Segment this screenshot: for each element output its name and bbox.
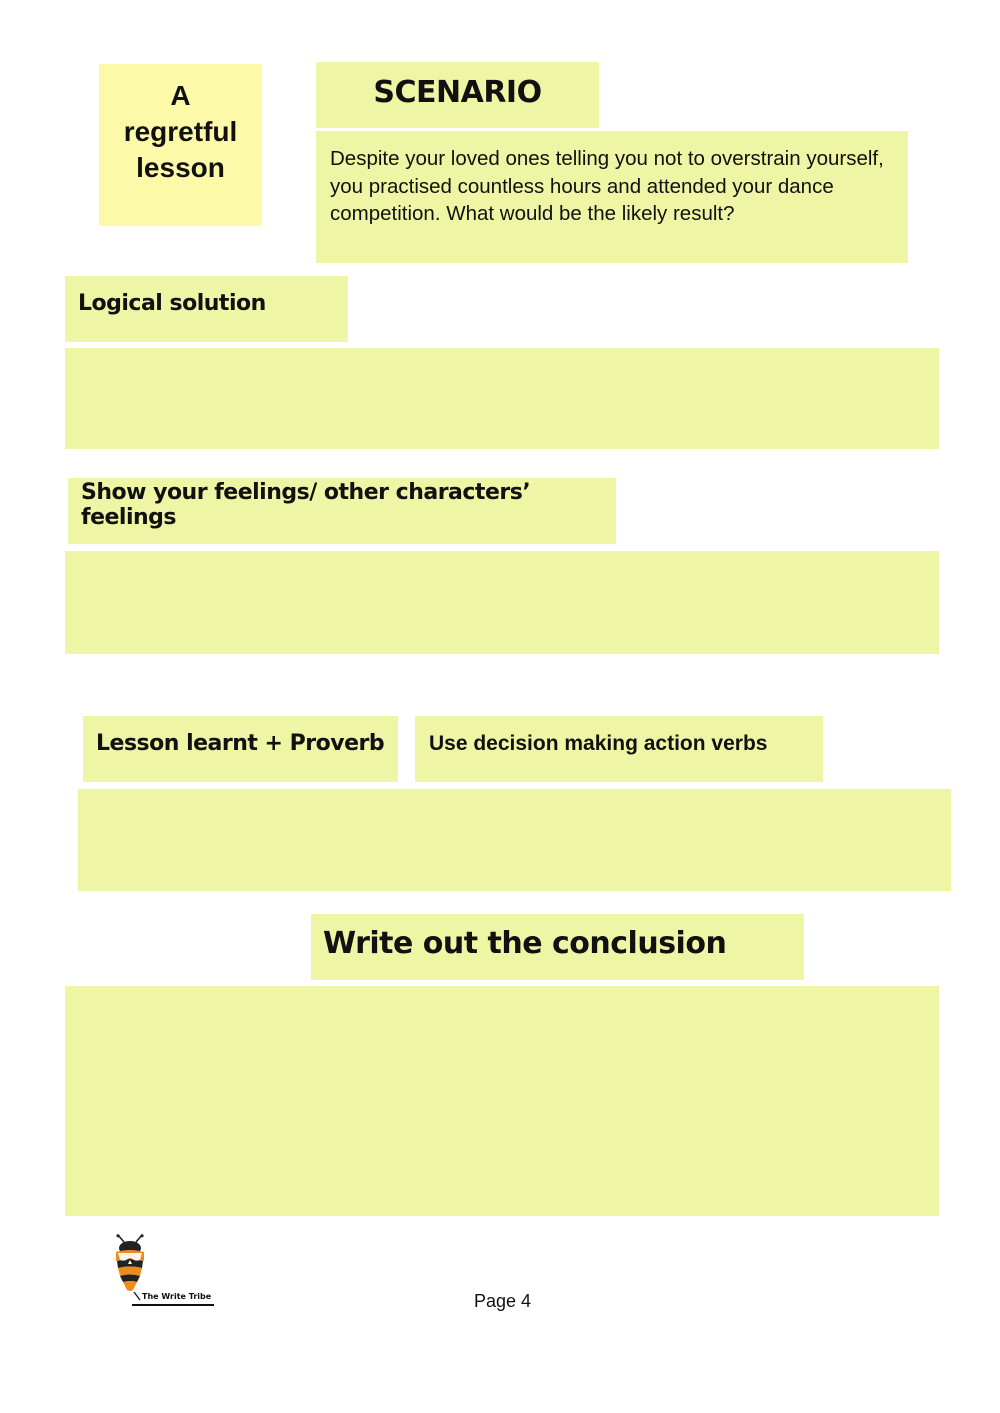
logical-solution-label: Logical solution — [65, 276, 348, 342]
title-line: lesson — [136, 152, 225, 183]
conclusion-label: Write out the conclusion — [311, 914, 804, 980]
logo-underline — [132, 1304, 214, 1306]
worksheet-title — [124, 78, 238, 186]
scenario-heading: SCENARIO — [316, 62, 599, 128]
scenario-text: Despite your loved ones telling you not to overstrain yourself, you practised countless hours and attended your dance competition. What would be the likely result? — [316, 131, 908, 263]
feelings-answer-box[interactable] — [65, 551, 939, 654]
action-verbs-hint: Use decision making action verbs — [415, 716, 823, 782]
feelings-label: Show your feelings/ other characters’ feelings — [68, 478, 616, 544]
page-number: Page 4 — [474, 1291, 532, 1311]
logo-text: The Write Tribe — [142, 1292, 212, 1301]
conclusion-answer-box[interactable] — [65, 986, 939, 1216]
title-sticky-note — [99, 64, 262, 226]
logical-solution-answer-box[interactable] — [65, 348, 939, 449]
title-line: regretful — [123, 116, 238, 147]
lesson-learnt-label: Lesson learnt + Proverb — [83, 716, 398, 782]
lesson-answer-box[interactable] — [78, 789, 951, 891]
title-line: A — [170, 80, 191, 111]
